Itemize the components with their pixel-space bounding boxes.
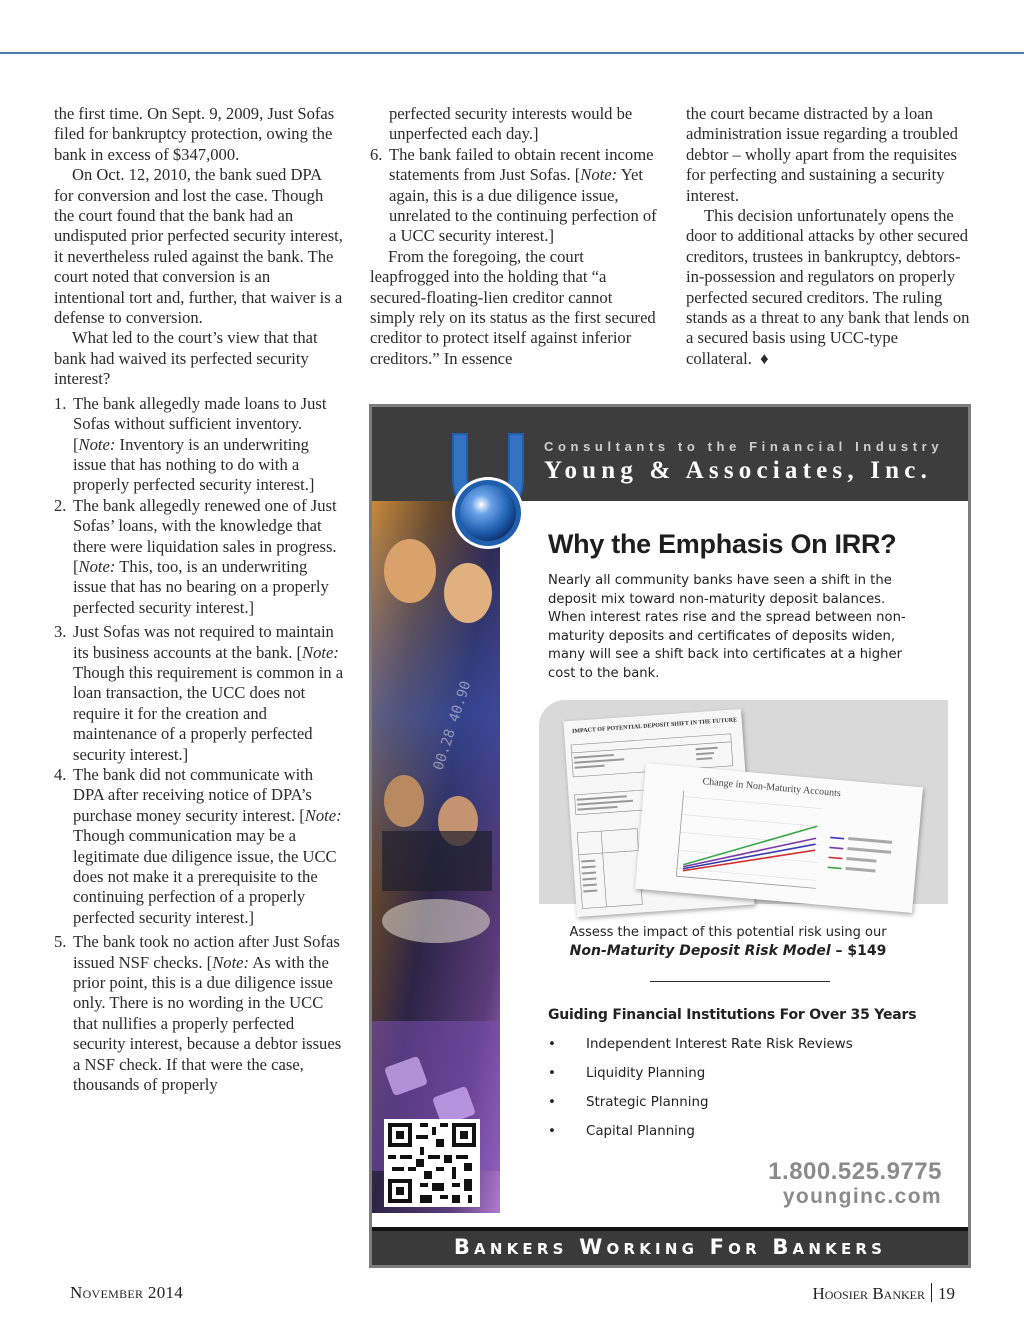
list-item — [54, 765, 344, 928]
service-item — [548, 1037, 853, 1066]
paragraph — [686, 206, 971, 369]
note-label: Note: — [78, 434, 116, 454]
note-label: Note: — [580, 165, 618, 185]
paragraph: On Oct. 12, 2010, the bank sued DPA for conversion and lost the case. Though the court found that the bank had an undisputed prior perfected security interest, it nevertheless ruled against the bank. The court noted that conversion is an intentional tort and, further, that waiver is a defense to conversion. — [54, 165, 343, 328]
list-item — [54, 932, 344, 1095]
sheet-title: IMPACT OF POTENTIAL DEPOSIT SHIFT IN THE FUTURE — [571, 717, 738, 735]
list-item — [54, 496, 344, 618]
company-name: Young & Associates, Inc. — [544, 457, 933, 484]
item-text: The bank allegedly renewed one of Just Sofas’ loans, with the knowledge that there were liquidation sales in progress. [ — [73, 495, 337, 576]
paragraph: the court became distracted by a loan administration issue regarding a troubled debtor – wholly apart from the requisites for perfecting and sustaining a security interest. — [686, 104, 958, 205]
note-text: Though this requirement is common in a loan transaction, the UCC does not require it for the creation and maintenance of a properly perfected security interest.] — [73, 662, 344, 764]
service-label: Strategic Planning — [586, 1095, 709, 1110]
header-rule — [0, 52, 1024, 54]
paragraph: the first time. On Sept. 9, 2009, Just Sofas filed for bankruptcy protection, owing the bank in excess of $347,000. — [54, 104, 335, 164]
issue-list — [54, 394, 344, 1096]
company-logo — [446, 433, 530, 551]
bullet-icon: • — [548, 1124, 556, 1139]
publication-name: Hoosier Banker — [812, 1284, 925, 1303]
item-text: The bank failed to obtain recent income statements from Just Sofas. [ — [389, 144, 654, 185]
bullet-icon: • — [548, 1037, 556, 1052]
issue-list-continued — [370, 104, 660, 247]
note-label: Note: — [304, 805, 342, 825]
page-footer — [812, 1283, 955, 1304]
note-text: Though communication may be a legitimate due diligence issue, the UCC does not make it a prerequisite to the continuing perfection of a properly perfected security interest.] — [73, 826, 337, 927]
list-item-continued — [370, 104, 660, 145]
list-number: 6. — [370, 144, 383, 164]
item-text: The bank did not communicate with DPA after receiving notice of DPA’s purchase money security interest. [ — [73, 765, 314, 825]
item-text: perfected security interests would be unperfected each day.] — [389, 104, 633, 144]
note-label: Note: — [78, 556, 116, 576]
end-mark-icon: ♦ — [760, 348, 769, 368]
photo-collage-image — [372, 501, 500, 1213]
article-column-2 — [370, 104, 660, 369]
sheet-title: Change in Non-Maturity Accounts — [702, 776, 842, 800]
line-chart-sheet — [635, 763, 923, 913]
qr-code-graphic — [384, 1119, 480, 1207]
svg-text:00.28 40.90: 00.28 40.90 — [430, 679, 475, 773]
bullet-icon: • — [548, 1095, 556, 1110]
assess-line: Assess the impact of this potential risk using our — [569, 925, 887, 940]
model-price: – $149 — [830, 943, 887, 959]
list-number: 1. — [54, 393, 67, 413]
note-label: Note: — [212, 952, 250, 972]
website-link[interactable]: younginc.com — [782, 1185, 942, 1208]
article-column-1 — [54, 104, 344, 1096]
list-item — [54, 394, 344, 496]
item-text: The bank allegedly made loans to Just Sofas without sufficient inventory. [ — [73, 393, 327, 454]
issue-date: November 2014 — [70, 1283, 184, 1302]
note-text: This, too, is an underwriting issue that has no bearing on a properly perfected security interest.] — [73, 556, 329, 617]
ad-divider — [650, 981, 830, 982]
ad-body-text: Nearly all community banks have seen a shift in the deposit mix toward non-maturity deposit balances. When interest rates rise and the spread between non-maturity deposits and certificates of deposits widen, many will see a shift back into certificates at a higher cost to the bank. — [548, 573, 906, 681]
guiding-heading: Guiding Financial Institutions For Over 35 Years — [548, 1007, 917, 1023]
services-list — [548, 1037, 853, 1153]
assess-text — [548, 923, 908, 961]
service-label: Liquidity Planning — [586, 1066, 706, 1081]
ad-tagline: Consultants to the Financial Industry — [544, 439, 944, 454]
young-associates-ad[interactable] — [369, 404, 971, 1268]
service-item — [548, 1124, 853, 1153]
list-item — [370, 145, 660, 247]
ad-slogan: Bankers Working For Bankers — [453, 1235, 887, 1259]
ad-photo-collage — [372, 501, 500, 1213]
service-item — [548, 1095, 853, 1124]
service-item — [548, 1066, 853, 1095]
list-number: 3. — [54, 622, 67, 642]
logo-u-globe-icon — [446, 433, 530, 551]
note-text: Inventory is an underwriting issue that has nothing to do with a properly perfected security interest.] — [73, 434, 315, 495]
model-name: Non-Maturity Deposit Risk Model — [569, 943, 831, 959]
note-text: Yet again, this is a due diligence issue, unrelated to the continuing perfection of a UCC security interest.] — [389, 165, 657, 246]
paragraph-text: This decision unfortunately opens the door to additional attacks by other secured creditors, trustees in bankruptcy, debtors-in-possession and regulators on properly perfected secured creditors. The ruling stands as a threat to any bank that lends on a secured basis using UCC-type collateral. — [686, 206, 970, 368]
ad-headline: Why the Emphasis On IRR? — [548, 529, 897, 559]
phone-number[interactable]: 1.800.525.9775 — [768, 1158, 942, 1185]
list-number: 4. — [54, 765, 67, 784]
list-number: 2. — [54, 495, 67, 515]
list-number: 5. — [54, 932, 67, 952]
item-text: Just Sofas was not required to maintain its business accounts at the bank. [ — [73, 622, 334, 662]
article-column-3 — [686, 104, 971, 369]
list-item — [54, 622, 344, 765]
page-number: 19 — [938, 1284, 955, 1303]
item-text: The bank took no action after Just Sofas issued NSF checks. [ — [73, 932, 340, 972]
ad-footer-bar — [372, 1227, 968, 1265]
paragraph: What led to the court’s view that that bank had waived its perfected security interest? — [54, 328, 318, 389]
bullet-icon: • — [548, 1066, 556, 1081]
note-label: Note: — [302, 642, 339, 662]
footer-divider — [931, 1283, 932, 1302]
qr-code[interactable] — [384, 1119, 480, 1207]
service-label: Independent Interest Rate Risk Reviews — [586, 1037, 853, 1052]
paragraph: From the foregoing, the court leapfrogged into the holding that “a secured-floating-lien creditor cannot simply rely on its status as the first secured creditor to protect itself against inferior creditors.” In essence — [370, 246, 656, 368]
service-label: Capital Planning — [586, 1124, 695, 1139]
note-text: As with the prior point, this is a due diligence issue only. There is no wording in the UCC that nullifies a properly perfected security interest, because a debtor issues a NSF check. If that were the case, thousands of properly — [73, 952, 342, 1095]
